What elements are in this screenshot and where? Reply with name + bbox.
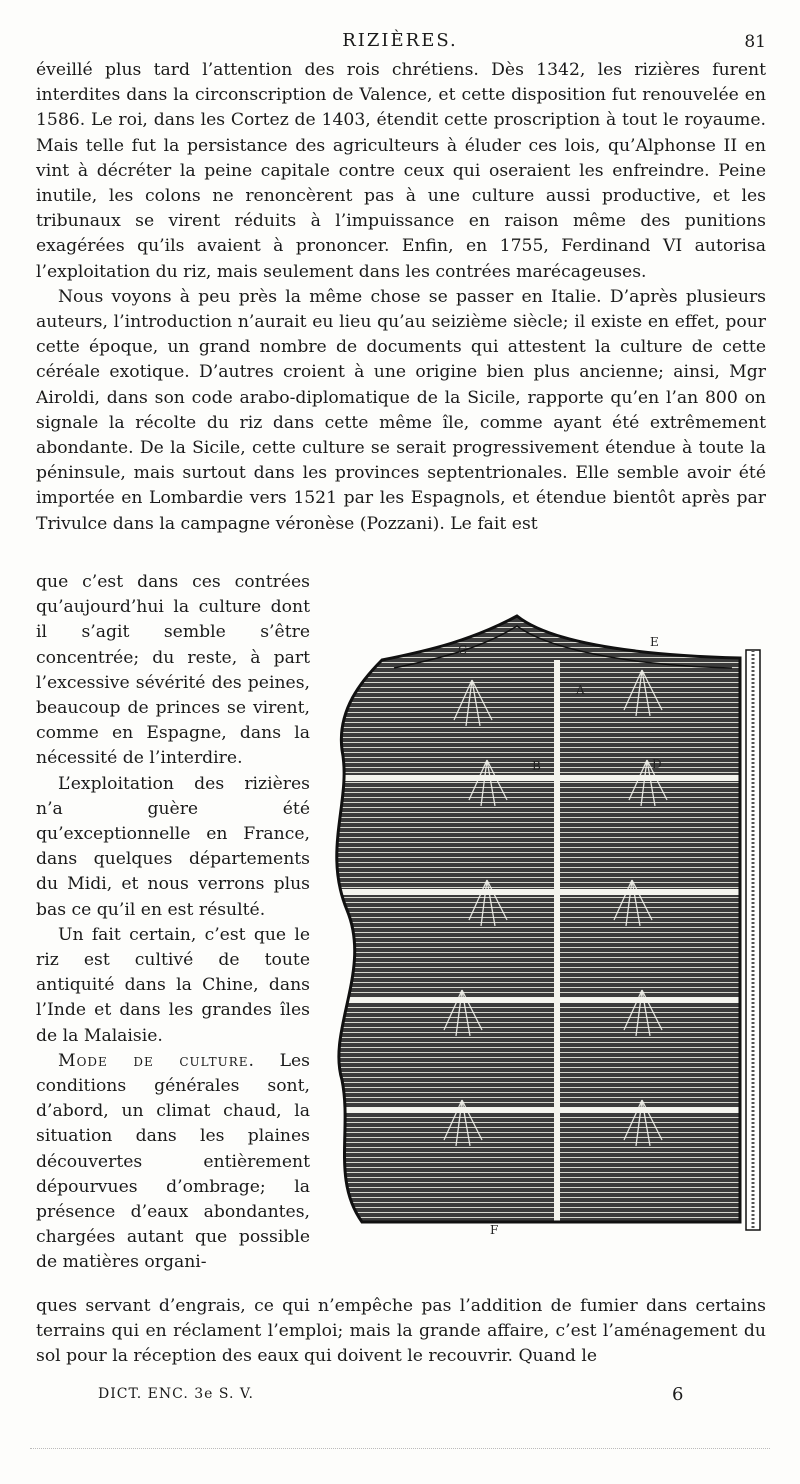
- section-heading: Mode de culture.: [58, 1050, 256, 1071]
- bottom-text-block: ques servant d’engrais, ce qui n’empêche pas l’addition de fumier dans certains terrains qui en réclament l’emploi; mais la grande affaire, c’est l’aménagement du sol pour la réception des eaux qui doivent le recouvrir. Quand le: [36, 1296, 766, 1367]
- label-b: B: [532, 759, 541, 773]
- paragraph-spain: éveillé plus tard l’attention des rois chrétiens. Dès 1342, les rizières furent interdites dans la circonscription de Valence, et cette disposition fut renouvelée en 1586. Le roi, dans les Cortez de 1403, étendit cette proscription à tout le royaume. Mais telle fut la persistance des agriculteurs à éluder ces lois, qu’Alphonse II en vint à décréter la peine capitale contre ceux qui oseraient les enfreindre. Peine inutile, les colons ne renoncèrent pas à une culture aussi productive, et les tribunaux se virent réduits à l’impuissance en raison même des punitions exagérées qu’ils avaient à prononcer. Enfin, en 1755, Ferdinand VI autorisa l’exploitation du riz, mais seulement dans les contrées marécageuses.: [36, 60, 766, 282]
- label-e: E: [650, 635, 659, 649]
- footer-sheet-number: 6: [672, 1384, 684, 1405]
- field-plots: [322, 610, 772, 1240]
- paragraph-france: L’exploitation des rizières n’a guère été qu’exceptionnelle en France, dans quelques départements du Midi, et nous verrons plus bas ce qu’il en est résulté.: [36, 773, 310, 920]
- running-title: RIZIÈRES.: [342, 30, 458, 51]
- label-a: A: [576, 683, 585, 697]
- left-column-text: [36, 570, 310, 1276]
- page-number: 81: [744, 32, 766, 52]
- paragraph-conditions: Les conditions générales sont, d’abord, un climat chaud, la situation dans les plaines découvertes entièrement dépourvues d’ombrage; la présence d’eaux abondantes, chargées autant que possible de matières organi-: [36, 1050, 310, 1273]
- rice-field-engraving: [322, 610, 772, 1240]
- paragraph-asia: Un fait certain, c’est que le riz est cultivé de toute antiquité dans la Chine, dans l’Inde et dans les grandes îles de la Malaisie.: [36, 924, 310, 1046]
- bottom-rule: [30, 1448, 770, 1449]
- footer-signature: DICT. ENC. 3e S. V.: [98, 1386, 254, 1402]
- side-channel: [746, 650, 760, 1230]
- paragraph-continuation: que c’est dans ces contrées qu’aujourd’hui la culture dont il s’agit semble s’être concentrée; du reste, à part l’excessive sévérité des peines, beaucoup de princes se virent, comme en Espagne, dans la nécessité de l’interdire.: [36, 572, 310, 769]
- paragraph-mode-culture: [36, 1049, 310, 1276]
- label-d: D: [652, 757, 662, 771]
- label-f: F: [490, 1223, 499, 1237]
- label-c: C: [458, 643, 468, 657]
- top-text-block: [36, 58, 766, 537]
- paragraph-italy: Nous voyons à peu près la même chose se passer en Italie. D’après plusieurs auteurs, l’introduction n’aurait eu lieu qu’au seizième siècle; il existe en effet, pour cette époque, un grand nombre de documents qui attestent la culture de cette céréale exotique. D’autres croient à une origine bien plus ancienne; ainsi, Mgr Airoldi, dans son code arabo-diplomatique de la Sicile, rapporte qu’en l’an 800 on signale la récolte du riz dans cette même île, comme ayant été extrêmement abondante. De la Sicile, cette culture se serait progressivement étendue à toute la péninsule, mais surtout dans les provinces septentrionales. Elle semble avoir été importée en Lombardie vers 1521 par les Espagnols, et étendue bientôt après par Trivulce dans la campagne véronèse (Pozzani). Le fait est: [36, 286, 766, 534]
